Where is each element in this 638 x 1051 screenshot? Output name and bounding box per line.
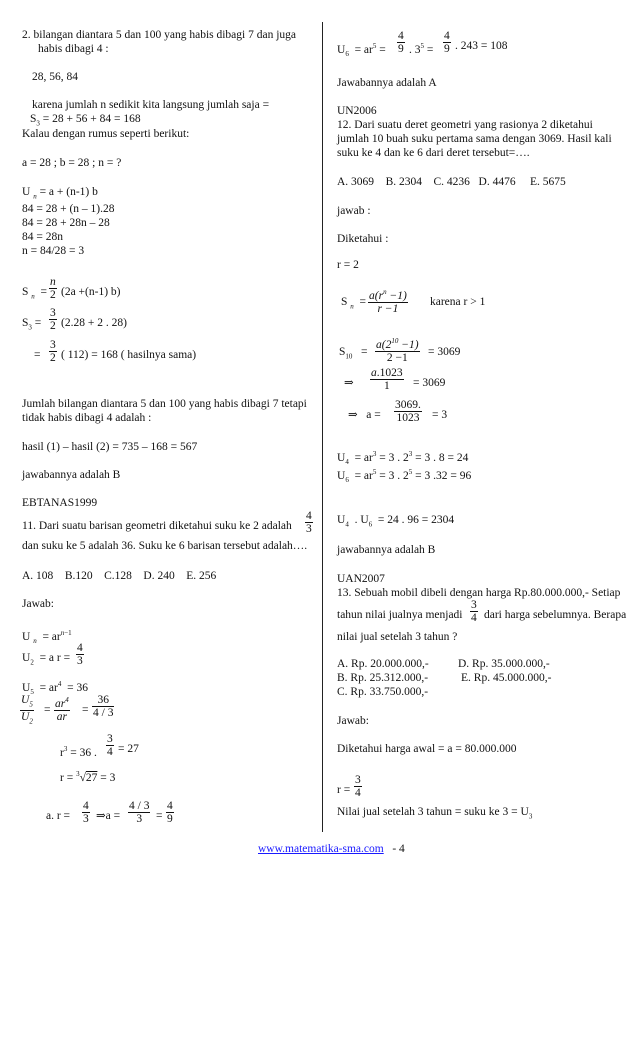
a1023-fraction: $\frac{a.1023}{1}$ bbox=[371, 367, 403, 392]
hasil-line: hasil (1) – hasil (2) = 735 – 168 = 567 bbox=[22, 441, 198, 453]
u6-four-ninths-b: $\frac{4}{9}$ bbox=[444, 30, 450, 55]
q13-three-quarters: $\frac{3}{4}$ bbox=[471, 599, 477, 624]
sequence: 28, 56, 84 bbox=[32, 71, 78, 83]
option-a: A. Rp. 20.000.000,- bbox=[337, 658, 429, 670]
s3-label: $S_3$ = bbox=[22, 317, 42, 332]
r-equals-2: r = 2 bbox=[337, 259, 359, 271]
u6-line: $U_6 = ar^5 = 3$ . $2^5 = 3$ .32 = 96 bbox=[337, 468, 472, 485]
q12-line2: jumlah 10 buah suku pertama sama dengan 3069. Hasil kali bbox=[337, 133, 612, 145]
sn-formula: (2a +(n-1) b) bbox=[61, 286, 121, 298]
sn-fraction: $\frac{a(r^n -1)}{r -1}$ bbox=[369, 288, 407, 315]
q13-line1: 13. Sebuah mobil dibeli dengan harga Rp.80.000.000,- Setiap bbox=[337, 587, 621, 599]
page-number: - 4 bbox=[392, 843, 405, 855]
option-d: D. Rp. 35.000.000,- bbox=[458, 658, 550, 670]
three-over-2b: $\frac{3}{2}$ bbox=[50, 339, 56, 364]
eq-sign: = bbox=[34, 349, 41, 361]
r-three-quarters: $\frac{3}{4}$ bbox=[355, 774, 361, 799]
calc-4: n = 84/28 = 3 bbox=[22, 245, 85, 257]
known-values: a = 28 ; b = 28 ; n = ? bbox=[22, 157, 122, 169]
options-12: A. 3069 B. 2304 C. 4236 D. 4476 E. 5675 bbox=[337, 176, 566, 188]
u2-eq: $U_2 = a$ r = bbox=[22, 652, 71, 667]
r-eq-r: r = bbox=[337, 784, 351, 796]
four-ninths: $\frac{4}{9}$ bbox=[167, 800, 173, 825]
q2-line2: habis dibagi 4 : bbox=[38, 43, 109, 55]
harga-awal: Diketahui harga awal = a = 80.000.000 bbox=[337, 743, 517, 755]
kalau-line: Kalau dengan rumus seperti berikut: bbox=[22, 128, 190, 140]
q13-line3: nilai jual setelah 3 tahun ? bbox=[337, 631, 458, 643]
ar4-over-ar: $\frac{ar^4}{ar}$ bbox=[55, 696, 69, 723]
implies-icon-2: ⇒ a = bbox=[348, 409, 381, 421]
option-e: E. Rp. 45.000.000,- bbox=[461, 672, 552, 684]
calc-3: 84 = 28n bbox=[22, 231, 63, 243]
a-eq: ⇒a = bbox=[96, 810, 121, 822]
a-r-eq: a. r = bbox=[46, 810, 71, 822]
q11-line2: dan suku ke 5 adalah 36. Suku ke 6 barisan tersebut adalah…. bbox=[22, 540, 308, 552]
u5-eq: $U_5 = ar^4 = 36$ bbox=[22, 680, 88, 697]
jawab-label: Jawab: bbox=[22, 598, 54, 610]
a-4-3-over-3: $\frac{4 / 3}{3}$ bbox=[129, 800, 150, 825]
un-ar: U $_n = ar^{n-1}$ bbox=[22, 629, 72, 646]
footer-link[interactable]: www.matematika-sma.com bbox=[258, 843, 384, 855]
s10-fraction: $\frac{a(2^{10} -1)}{2 -1}$ bbox=[376, 337, 419, 364]
un2006-label: UN2006 bbox=[337, 105, 377, 117]
r3-eq: $r^3 = 36$ . bbox=[60, 745, 97, 759]
q12-line1: 12. Dari suatu deret geometri yang rasionya 2 diketahui bbox=[337, 119, 593, 131]
eq-a: = bbox=[44, 704, 51, 716]
u4-line: $U_4 = ar^3 = 3$ . $2^3 = 3$ . 8 = 24 bbox=[337, 450, 469, 467]
three-over-2: $\frac{3}{2}$ bbox=[50, 307, 56, 332]
u6-four-ninths: $\frac{4}{9}$ bbox=[398, 30, 404, 55]
eq-b: = bbox=[82, 704, 89, 716]
a-fraction: $\frac{3069.}{1023}$ bbox=[395, 399, 421, 424]
uan2007-label: UAN2007 bbox=[337, 573, 385, 585]
column-divider bbox=[322, 22, 323, 832]
q2-line1: 2. bilangan diantara 5 dan 100 yang habis dibagi 7 dan juga bbox=[22, 29, 297, 41]
a-val: = 3 bbox=[432, 409, 448, 421]
q12-line3: suku ke 4 dan ke 6 dari deret tersebut=…. bbox=[337, 147, 530, 159]
jawab-label-r: jawab : bbox=[337, 205, 371, 217]
s10-label: $S_{10}$ = bbox=[339, 346, 368, 361]
calc-1: 84 = 28 + (n – 1).28 bbox=[22, 203, 115, 215]
u5-over-u2: $\frac{U_5}{U_2}$ bbox=[21, 694, 33, 726]
option-b: B. Rp. 25.312.000,- bbox=[337, 672, 429, 684]
s3-result: ( 112) = 168 ( hasilnya sama) bbox=[61, 349, 197, 361]
s3-formula: (2.28 + 2 . 28) bbox=[61, 317, 127, 329]
karena-r: karena r > 1 bbox=[430, 296, 486, 308]
q13-line2b: dari harga sebelumnya. Berapa bbox=[484, 609, 627, 621]
answer-b-r: jawabannya adalah B bbox=[337, 544, 436, 556]
three-quarters: $\frac{3}{4}$ bbox=[107, 733, 113, 758]
jawab2-label: Jawab: bbox=[337, 715, 369, 727]
jumlah-line2: tidak habis dibagi 4 adalah : bbox=[22, 412, 152, 424]
u6-mid: . $3^5$ = bbox=[409, 42, 434, 56]
jumlah-line1: Jumlah bilangan diantara 5 dan 100 yang habis dibagi 7 tetapi bbox=[22, 398, 307, 410]
r-cube-root: r = $^3$√27 = 3 bbox=[60, 770, 116, 784]
calc-2: 84 = 28 + 28n – 28 bbox=[22, 217, 110, 229]
n-over-2: $\frac{n}{2}$ bbox=[50, 276, 56, 301]
answer-b: jawabannya adalah B bbox=[22, 469, 121, 481]
implies-icon-1: ⇒ bbox=[344, 377, 354, 389]
four-thirds: $\frac{4}{3}$ bbox=[306, 510, 312, 535]
answer-a: Jawabannya adalah A bbox=[337, 77, 437, 89]
eq-c: = bbox=[156, 810, 163, 822]
r3-val: = 27 bbox=[118, 743, 139, 755]
q11-line1: 11. Dari suatu barisan geometri diketahui suku ke 2 adalah bbox=[22, 520, 292, 532]
footer bbox=[258, 843, 405, 856]
karena-line: karena jumlah n sedikit kita langsung jumlah saja = bbox=[32, 99, 270, 111]
options-11: A. 108 B.120 C.128 D. 240 E. 256 bbox=[22, 570, 217, 582]
sn-label-r: S $_n$ = bbox=[341, 296, 367, 311]
q13-line2a: tahun nilai jualnya menjadi bbox=[337, 609, 463, 621]
ebtanas-label: EBTANAS1999 bbox=[22, 497, 98, 509]
a1023-val: = 3069 bbox=[413, 377, 446, 389]
36-over-4-3: $\frac{36}{4 / 3}$ bbox=[93, 694, 114, 719]
diketahui-label: Diketahui : bbox=[337, 233, 389, 245]
u4-u6-product: $U_4$ . $U_6 = 24$ . 96 = 2304 bbox=[337, 514, 455, 529]
u2-four-thirds: $\frac{4}{3}$ bbox=[77, 642, 83, 667]
option-c: C. Rp. 33.750.000,- bbox=[337, 686, 429, 698]
nilai-jual: Nilai jual setelah 3 tahun = suku ke $3 = U_3$ bbox=[337, 806, 533, 821]
s3-sum: $S_3 = 28 + 56 + 84 = 168$ bbox=[30, 113, 141, 128]
s10-val: = 3069 bbox=[428, 346, 461, 358]
u6-end: . 243 = 108 bbox=[455, 40, 508, 52]
u6-eq: $U_6 = ar^5$ = bbox=[337, 42, 386, 59]
ar-four-thirds: $\frac{4}{3}$ bbox=[83, 800, 89, 825]
sn-label: S $_n$ = bbox=[22, 286, 48, 301]
un-formula: U $_n$ = a + (n-1) b bbox=[22, 186, 98, 201]
